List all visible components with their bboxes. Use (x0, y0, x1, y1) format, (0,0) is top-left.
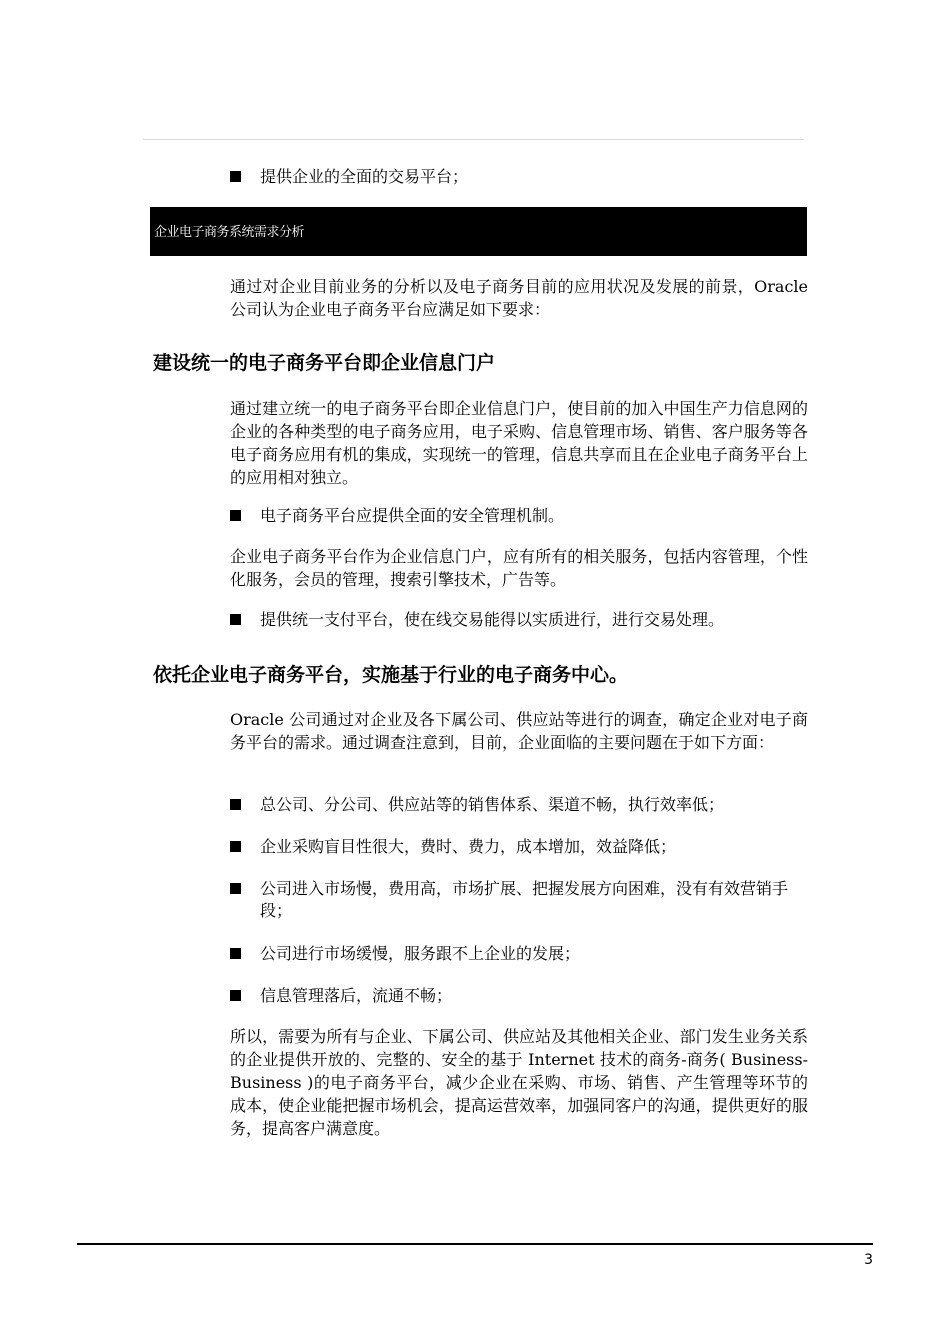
list-item: 提供统一支付平台，使在线交易能得以实质进行，进行交易处理。 (230, 609, 810, 631)
page-number: 3 (864, 1252, 873, 1268)
bullet-square-icon (230, 841, 241, 852)
bullet-square-icon (230, 614, 241, 625)
section-banner (150, 207, 807, 256)
bullet-square-icon (230, 510, 241, 521)
list-item: 总公司、分公司、供应站等的销售体系、渠道不畅，执行效率低； (230, 794, 810, 816)
bullet-square-icon (230, 948, 241, 959)
bullet-square-icon (230, 799, 241, 810)
list-item: 公司进入市场慢，费用高，市场扩展、把握发展方向困难，没有有效营销手段； (230, 878, 810, 922)
section2-heading: 依托企业电子商务平台，实施基于行业的电子商务中心。 (153, 664, 629, 686)
section2-paragraph: Oracle 公司通过对企业及各下属公司、供应站等进行的调查，确定企业对电子商务平台的需求。通过调查注意到，目前，企业面临的主要问题在于如下方面： (230, 710, 808, 752)
list-item: 电子商务平台应提供全面的安全管理机制。 (230, 505, 810, 527)
intro-paragraph: 通过对企业目前业务的分析以及电子商务目前的应用状况及发展的前景，Oracle 公司认为企业电子商务平台应满足如下要求： (230, 277, 808, 319)
bullet-square-icon (230, 990, 241, 1001)
list-item: 公司进行市场缓慢，服务跟不上企业的发展； (230, 943, 810, 965)
bullet-square-icon (230, 171, 241, 182)
header-rule (143, 139, 804, 140)
section1-paragraph: 通过建立统一的电子商务平台即企业信息门户，使目前的加入中国生产力信息网的企业的各种类型的电子商务应用，电子采购、信息管理市场、销售、客户服务等各电子商务应用有机的集成，实现统一的管理，信息共享而且在企业电子商务平台上的应用相对独立。 (230, 399, 808, 487)
list-item: 信息管理落后，流通不畅； (230, 985, 810, 1007)
section1-heading: 建设统一的电子商务平台即企业信息门户 (153, 352, 496, 374)
bullet-square-icon (230, 883, 241, 894)
list-item: 企业采购盲目性很大，费时、费力，成本增加，效益降低； (230, 836, 810, 858)
list-item: 提供企业的全面的交易平台； (230, 166, 810, 188)
banner-title: 企业电子商务系统需求分析 (154, 225, 305, 240)
section1-paragraph-2: 企业电子商务平台作为企业信息门户，应有所有的相关服务，包括内容管理，个性化服务，会员的管理，搜索引擎技术，广告等。 (230, 547, 808, 589)
conclusion-paragraph: 所以，需要为所有与企业、下属公司、供应站及其他相关企业、部门发生业务关系的企业提供开放的、完整的、安全的基于 Internet 技术的商务-商务( Business-Business )的电子商务平台，减少企业在采购、市场、销售、产生管理等环节的成本，使企业能把握市场机会，提高运营效率，加强同客户的沟通，提供更好的服务，提高客户满意度。 (230, 1027, 808, 1138)
footer-rule (77, 1243, 873, 1245)
